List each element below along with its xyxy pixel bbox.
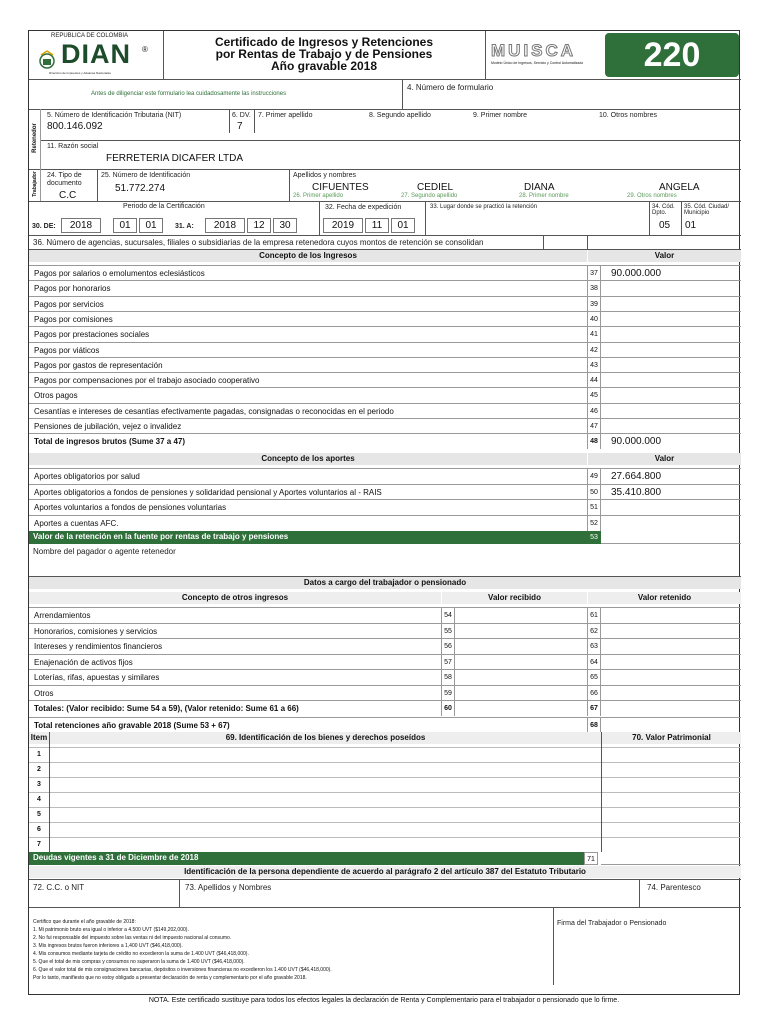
otros-ingreso-row <box>29 623 741 638</box>
lugar-label: 33. Lugar donde se practicó la retención <box>430 204 538 210</box>
instructions: Antes de diligenciar este formulario lea cuidadosamente las instrucciones <box>91 91 287 97</box>
item-number: 3 <box>37 781 41 788</box>
ingreso-number: 37 <box>587 266 601 281</box>
de-year[interactable]: 2018 <box>61 218 101 233</box>
dian-emblem-icon <box>37 49 57 69</box>
bien-row[interactable] <box>29 762 741 777</box>
dv-label: 6. DV. <box>232 112 251 119</box>
ingreso-concept: Pagos por viáticos <box>34 345 100 355</box>
ingreso-row <box>29 357 741 372</box>
deudas-number: 71 <box>584 852 598 865</box>
title-line-2: por Rentas de Trabajo y de Pensiones <box>215 47 433 61</box>
certifico-item: 5. Que el total de mis compras y consumos no superaron la suma de 1.400 UVT ($46,418,000). <box>33 959 245 965</box>
recibido-value[interactable] <box>457 639 587 654</box>
title-line-1: Certificado de Ingresos y Retenciones <box>214 35 434 49</box>
ingreso-concept: Pagos por salarios o emolumentos eclesiásticos <box>34 269 205 278</box>
ingreso-concept: Pagos por gastos de representación <box>34 360 163 370</box>
retenido-value[interactable] <box>603 701 741 716</box>
aporte-concept: Aportes a cuentas AFC. <box>34 518 119 528</box>
title-line-3: Año gravable 2018 <box>270 59 378 73</box>
deudas-bar: Deudas vigentes a 31 de Diciembre de 2018 <box>29 852 584 865</box>
segundo-apellido-ret-label: 8. Segundo apellido <box>369 112 431 119</box>
certifico-item: 6. Que el valor total de mis consignaciones bancarias, depósitos o inversiones financieras no excedieron los 1.400 UVT ($46,418,000). <box>33 967 332 973</box>
primer-apellido-label: 26. Primer apellido <box>293 193 344 199</box>
aporte-row <box>29 484 741 499</box>
ingreso-number: 45 <box>587 388 601 403</box>
retenido-number: 62 <box>587 624 601 639</box>
recibido-number: 60 <box>441 701 455 716</box>
otros-ingreso-row <box>29 638 741 653</box>
muisca-subtitle: Modelo Único de Ingresos, Servicio y Control Automatizado <box>491 61 584 65</box>
parentesco-label: 74. Parentesco <box>647 883 701 892</box>
ingreso-concept: Pensiones de jubilación, vejez o invalidez <box>34 422 182 431</box>
tipo-doc-label: 24. Tipo de documento <box>47 172 82 187</box>
segundo-apellido-label: 27. Segundo apellido <box>401 193 458 199</box>
ingreso-row <box>29 372 741 387</box>
ingreso-number: 48 <box>587 434 601 449</box>
dian-logo-block <box>29 31 163 79</box>
otros-concepto-header: Concepto de otros ingresos <box>29 592 441 604</box>
total-retenciones-row: Total retenciones año gravable 2018 (Sume 53 + 67) 68 <box>29 717 741 732</box>
otros-ingreso-row <box>29 700 741 715</box>
de-day[interactable]: 01 <box>139 218 163 233</box>
form-number-box <box>605 33 739 77</box>
certifico-outro: Por lo tanto, manifiesto que no estoy obligado a presentar declaración de renta y complementario por el año gravable 2018. <box>33 975 307 981</box>
datos-trabajador-banner: Datos a cargo del trabajador o pensionado <box>29 577 741 589</box>
retencion-value[interactable] <box>601 531 741 544</box>
bien-row[interactable] <box>29 807 741 822</box>
bien-row[interactable] <box>29 837 741 852</box>
bien-row[interactable] <box>29 822 741 837</box>
dian-logo-text: DIAN <box>61 39 131 69</box>
muisca-logo <box>491 41 603 65</box>
nota: NOTA. Este certificado sustituye para todos los efectos legales la declaración de Renta y Complementario para el trabajador o pensionado que lo firme. <box>148 997 620 1004</box>
aporte-value[interactable]: 27.664.800 <box>611 471 662 482</box>
retenido-number: 64 <box>587 655 601 670</box>
retenido-number: 66 <box>587 686 601 701</box>
recibido-number: 55 <box>441 624 455 639</box>
certifico-intro: Certifico que durante el año gravable de 2018: <box>33 919 136 925</box>
otros-nombres-value[interactable]: ANGELA <box>659 182 700 193</box>
country-label: REPUBLICA DE COLOMBIA <box>51 33 129 39</box>
retenido-value[interactable] <box>603 655 741 670</box>
exp-day[interactable]: 01 <box>391 218 415 233</box>
certificate-form <box>28 30 740 995</box>
ingreso-number: 42 <box>587 343 601 358</box>
otros-concept: Honorarios, comisiones y servicios <box>34 626 158 636</box>
ingreso-concept: Otros pagos <box>34 391 78 401</box>
certifico-item: 4. Mis consumos mediante tarjeta de crédito no excedieron la suma de 1.400 UVT ($46,418,000). <box>33 951 249 957</box>
bien-row[interactable] <box>29 747 741 762</box>
aporte-row <box>29 468 741 483</box>
certifico-item: 1. Mi patrimonio bruto era igual o inferior a 4.500 UVT ($149,202,000). <box>33 927 189 933</box>
apellidos-nombres-label: Apellidos y nombres <box>293 172 357 179</box>
field-4-label: 4. Número de formulario <box>407 83 494 92</box>
recibido-value[interactable] <box>457 686 587 701</box>
ingreso-number: 46 <box>587 404 601 419</box>
ingreso-row <box>29 326 741 341</box>
razon-social-label: 11. Razón social <box>47 143 99 150</box>
retenido-number: 63 <box>587 639 601 654</box>
retenido-value[interactable] <box>603 624 741 639</box>
retencion-number: 53 <box>587 531 601 544</box>
form-title <box>163 36 485 72</box>
nit-value[interactable]: 800.146.092 <box>47 121 103 132</box>
aportes-header: Concepto de los aportes <box>29 453 587 465</box>
recibido-value[interactable] <box>457 608 587 623</box>
ingreso-row <box>29 403 741 418</box>
retenido-value[interactable] <box>603 686 741 701</box>
ingreso-concept: Total de ingresos brutos (Sume 37 a 47) <box>34 437 185 447</box>
ingreso-row <box>29 342 741 357</box>
certifico-list <box>33 926 332 974</box>
aporte-value[interactable]: 35.410.800 <box>611 486 662 498</box>
aporte-number: 50 <box>587 485 601 500</box>
de-month[interactable]: 01 <box>113 218 137 233</box>
retenido-value[interactable] <box>603 639 741 654</box>
pagador-label: Nombre del pagador o agente retenedor <box>33 547 176 556</box>
nit-label: 5. Número de Identificación Tributaria (NIT) <box>47 112 182 119</box>
otros-concept: Arrendamientos <box>34 611 91 620</box>
a-month[interactable]: 12 <box>247 218 271 233</box>
retenido-value[interactable] <box>603 670 741 685</box>
ingreso-row <box>29 433 741 448</box>
certifico-item: 2. No fui responsable del impuesto sobre las ventas ni del impuesto nacional al consumo. <box>33 935 232 941</box>
de-label: 30. DE: <box>32 223 56 230</box>
firma-label: Firma del Trabajador o Pensionado <box>557 920 667 927</box>
ingreso-row <box>29 265 741 280</box>
ingreso-concept: Pagos por honorarios <box>34 284 111 294</box>
cc-nit-label: 72. C.C. o NIT <box>33 883 85 892</box>
item-number: 7 <box>37 841 41 848</box>
otros-concept: Otros <box>34 688 54 698</box>
otros-nombres-label: 29. Otros nombres <box>627 193 677 199</box>
ingreso-value[interactable]: 90.000.000 <box>611 436 662 448</box>
dependiente-header: Identificación de la persona dependiente de acuerdo al parágrafo 2 del artículo 387 del Estatuto Tributario <box>29 866 741 878</box>
firma-area[interactable] <box>555 931 739 983</box>
valor-recibido-header: Valor recibido <box>442 592 587 604</box>
bien-row[interactable] <box>29 777 741 792</box>
recibido-number: 56 <box>441 639 455 654</box>
ingreso-number: 41 <box>587 327 601 342</box>
muisca-logo-text: MUISCA <box>491 41 577 60</box>
recibido-value[interactable] <box>457 624 587 639</box>
ingreso-concept: Cesantías e intereses de cesantías efectivamente pagadas, consignadas o reconocidas en el periodo <box>34 406 394 416</box>
primer-apellido-value[interactable]: CIFUENTES <box>312 182 369 193</box>
exp-year[interactable]: 2019 <box>323 218 363 233</box>
dv-value[interactable]: 7 <box>237 121 243 132</box>
dpto-label: 34. Cód. Dpto. <box>652 204 675 216</box>
ingreso-number: 43 <box>587 358 601 373</box>
recibido-value[interactable] <box>457 701 587 716</box>
primer-nombre-label: 28. Primer nombre <box>519 193 569 199</box>
item-number: 6 <box>37 826 41 833</box>
aportes-valor-header: Valor <box>588 453 741 465</box>
item-number: 1 <box>37 751 41 758</box>
municipio-label: 35. Cód. Ciudad/ Municipio <box>684 204 730 216</box>
aporte-number: 49 <box>587 469 601 484</box>
segundo-apellido-value[interactable]: CEDIEL <box>417 182 454 193</box>
retenido-number: 61 <box>587 608 601 623</box>
recibido-number: 57 <box>441 655 455 670</box>
item-header: Item <box>30 733 48 742</box>
apellidos-nombres-dep-label: 73. Apellidos y Nombres <box>185 883 272 892</box>
exp-month[interactable]: 11 <box>365 218 389 233</box>
recibido-number: 58 <box>441 670 455 685</box>
tipo-doc-value[interactable]: C.C <box>59 190 77 201</box>
form-number: 220 <box>643 36 701 74</box>
bienes-header: 69. Identificación de los bienes y derechos poseídos <box>50 732 601 744</box>
otros-ingreso-row <box>29 654 741 669</box>
ingreso-concept: Pagos por compensaciones por el trabajo asociado cooperativo <box>34 376 260 386</box>
ingreso-concept: Pagos por comisiones <box>34 314 113 324</box>
registered-mark: ® <box>142 45 148 54</box>
deudas-value[interactable] <box>601 852 741 865</box>
bien-row[interactable] <box>29 792 741 807</box>
a-year[interactable]: 2018 <box>205 218 245 233</box>
ingreso-number: 40 <box>587 312 601 327</box>
retencion-bar: Valor de la retención en la fuente por rentas de trabajo y pensiones <box>29 531 587 544</box>
fecha-exp-label: 32. Fecha de expedición <box>325 204 402 211</box>
razon-social-value[interactable]: FERRETERIA DICAFER LTDA <box>106 153 244 164</box>
item-number: 5 <box>37 811 41 818</box>
certifico-block <box>33 918 332 982</box>
periodo-label: Periodo de la Certificación <box>123 203 205 210</box>
ingreso-number: 47 <box>587 419 601 434</box>
aporte-number: 52 <box>587 516 601 531</box>
recibido-number: 54 <box>441 608 455 623</box>
aporte-row <box>29 499 741 514</box>
retenido-number: 67 <box>587 701 601 716</box>
municipio-value[interactable]: 01 <box>685 220 697 231</box>
a-label: 31. A: <box>175 223 194 230</box>
aporte-concept: Aportes voluntarios a fondos de pensiones voluntarias <box>34 503 227 512</box>
valor-patrimonial-header: 70. Valor Patrimonial <box>602 732 741 744</box>
ingreso-concept: Pagos por servicios <box>34 299 104 309</box>
otros-concept: Enajenación de activos fijos <box>34 657 133 667</box>
otros-ingreso-row <box>29 669 741 684</box>
otros-nombres-ret-label: 10. Otros nombres <box>599 112 657 119</box>
num-id-label: 25. Número de Identificación <box>101 172 191 179</box>
ingreso-number: 44 <box>587 373 601 388</box>
aporte-concept: Aportes obligatorios a fondos de pensiones y solidaridad pensional y Aportes voluntarios al - RAIS <box>34 487 382 497</box>
otros-concept: Loterías, rifas, apuestas y similares <box>34 673 160 682</box>
otros-ingreso-row <box>29 685 741 700</box>
valor-retenido-header: Valor retenido <box>588 592 741 604</box>
ingreso-number: 39 <box>587 297 601 312</box>
ingreso-row <box>29 311 741 326</box>
primer-apellido-ret-label: 7. Primer apellido <box>258 112 313 119</box>
item-number: 2 <box>37 766 41 773</box>
aporte-row <box>29 515 741 530</box>
ingreso-row <box>29 418 741 433</box>
certifico-item: 3. Mis ingresos brutos fueron inferiores a 1,400 UVT ($46,418,000). <box>33 943 183 949</box>
primer-nombre-ret-label: 9. Primer nombre <box>473 112 528 119</box>
ingreso-value[interactable]: 90.000.000 <box>611 268 662 279</box>
otros-concept: Intereses y rendimientos financieros <box>34 642 163 651</box>
dpto-value[interactable]: 05 <box>659 220 671 231</box>
retenedor-side-label: Retenedor <box>29 109 41 169</box>
ingreso-row <box>29 280 741 295</box>
a-day[interactable]: 30 <box>273 218 297 233</box>
otros-concept: Totales: (Valor recibido: Sume 54 a 59), (Valor retenido: Sume 61 a 66) <box>34 704 299 713</box>
ingreso-concept: Pagos por prestaciones sociales <box>34 330 150 340</box>
ingreso-row <box>29 387 741 402</box>
ingreso-row <box>29 296 741 311</box>
primer-nombre-value[interactable]: DIANA <box>524 182 555 193</box>
item-number: 4 <box>37 796 41 803</box>
num-id-value[interactable]: 51.772.274 <box>115 183 166 194</box>
otros-ingreso-row <box>29 607 741 622</box>
retenido-number: 65 <box>587 670 601 685</box>
retenido-value[interactable] <box>603 608 741 623</box>
dian-subtitle: Dirección de Impuestos y Aduanas Nacionales <box>49 71 111 75</box>
recibido-value[interactable] <box>457 670 587 685</box>
recibido-number: 59 <box>441 686 455 701</box>
ingresos-valor-header: Valor <box>588 250 741 262</box>
ingreso-number: 38 <box>587 281 601 296</box>
aporte-concept: Aportes obligatorios por salud <box>34 472 140 481</box>
ingresos-header: Concepto de los Ingresos <box>29 250 587 262</box>
recibido-value[interactable] <box>457 655 587 670</box>
agencias-label: 36. Número de agencias, sucursales, filiales o subsidiarias de la empresa retenedora cuyos montos de retención se consolidan <box>33 238 484 247</box>
aporte-number: 51 <box>587 500 601 515</box>
trabajador-side-label: Trabajador <box>29 169 41 201</box>
